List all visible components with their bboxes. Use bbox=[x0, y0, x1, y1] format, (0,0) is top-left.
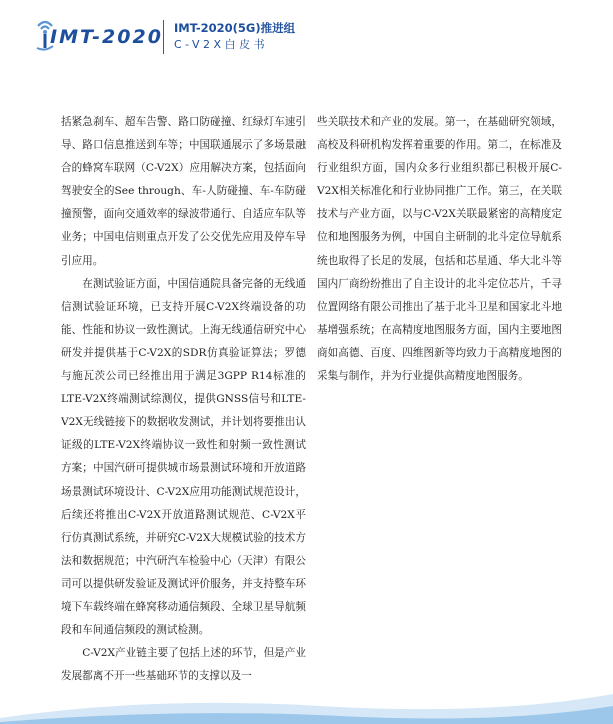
right-column bbox=[317, 111, 562, 388]
left-column bbox=[61, 111, 306, 688]
header-title-line1: IMT-2020(5G)推进组 bbox=[174, 21, 296, 35]
left-paragraph-2: 在测试验证方面，中国信通院具备完备的无线通信测试验证环境，已支持开展C-V2X终端设备的功能、性能和协议一致性测试。上海无线通信研究中心研发并提供基于C-V2X的SDR仿真验证算法；罗德与施瓦茨公司已经推出用于满足3GPP R14标准的LTE-V2X终端测试综测仪，提供GNSS信号和LTE-V2X无线链接下的数据收发测试，并计划将要推出认证级的LTE-V2X终端协议一致性和射频一致性测试方案；中国汽研可提供城市场景测试环境和开放道路场景测试环境设计、C-V2X应用功能测试规范设计，后续还将推出C-V2X开放道路测试规范、C-V2X平行仿真测试系统，并研究C-V2X大规模试验的技术方法和数据规范；中汽研汽车检验中心（天津）有限公司可以提供研发验证及测试评价服务，并支持整车环境下车载终端在蜂窝移动通信频段、全球卫星导航频段和车间通信频段的测试检测。 bbox=[61, 277, 306, 637]
left-paragraph-1: 括紧急刹车、超车告警、路口防碰撞、红绿灯车速引导、路口信息推送到车等；中国联通展示了多场景融合的蜂窝车联网（C-V2X）应用解决方案，包括面向驾驶安全的See through、车-人防碰撞、车-车防碰撞预警，面向交通效率的绿波带通行、自适应车队等业务；中国电信则重点开发了公交优先应用及停车导引应用。 bbox=[61, 116, 306, 267]
bottom-wave-decoration bbox=[0, 688, 613, 724]
header-divider bbox=[163, 20, 164, 54]
left-paragraph-3: C-V2X产业链主要了包括上述的环节，但是产业发展都离不开一些基础环节的支撑以及一 bbox=[61, 647, 306, 683]
header-title-line2: C-V2X白皮书 bbox=[174, 38, 269, 51]
page-header bbox=[0, 0, 613, 70]
right-paragraph-1: 些关联技术和产业的发展。第一，在基础研究领域，高校及科研机构发挥着重要的作用。第二，在标准及行业组织方面，国内众多行业组织都已积极开展C-V2X相关标准化和行业协同推广工作。第三，在关联技术与产业方面，以与C-V2X关联最紧密的高精度定位和地图服务为例，中国自主研制的北斗定位导航系统也取得了长足的发展，包括和芯星通、华大北斗等国内厂商纷纷推出了自主设计的北斗定位芯片，千寻位置网络有限公司推出了基于北斗卫星和国家北斗地基增强系统；在高精度地图服务方面，国内主要地图商如高德、百度、四维图新等均致力于高精度地图的采集与制作，并为行业提供高精度地图服务。 bbox=[317, 116, 562, 383]
logo-text: IMT-2020 bbox=[50, 26, 163, 48]
